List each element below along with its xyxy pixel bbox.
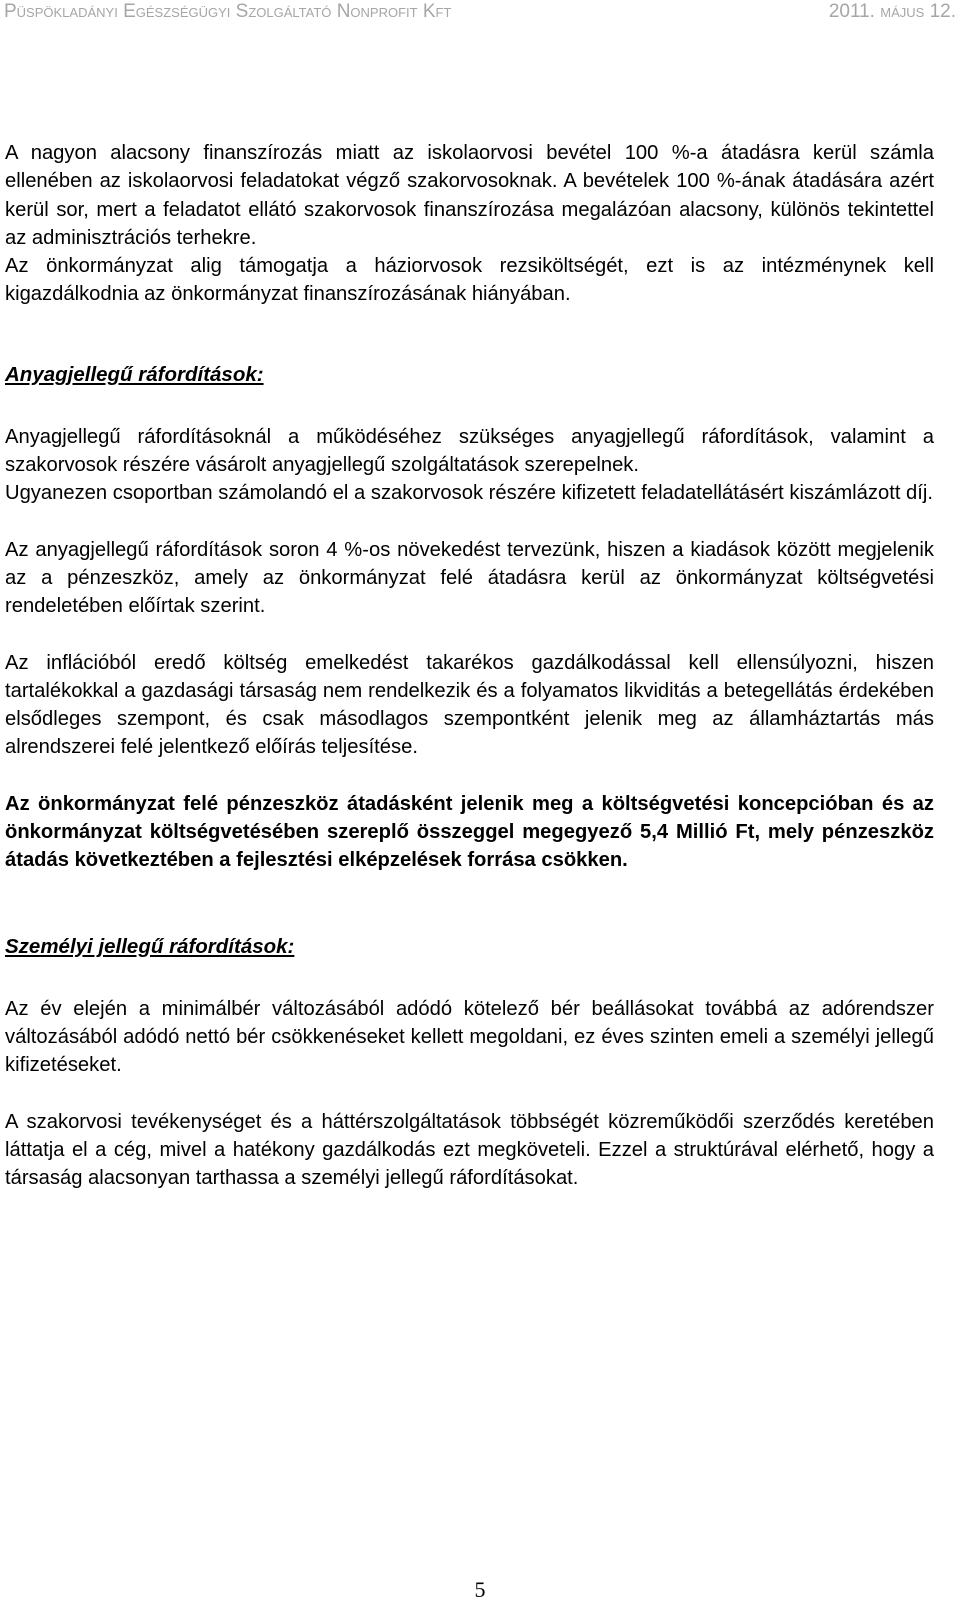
section-heading-personnel-expenses: Személyi jellegű ráfordítások: (5, 934, 295, 958)
paragraph-4: Ugyanezen csoportban számolandó el a szakorvosok részére kifizetett feladatellátásért kiszámlázott díj. (5, 482, 933, 505)
paragraph-7-bold: Az önkormányzat felé pénzeszköz átadásként jelenik meg a költségvetési koncepcióban és az önkormányzat költségvetésében szereplő összeggel megegyező 5,4 Millió Ft, mely pénzeszköz átadás következtében a fejlesztési elképzelések forrása csökken. (5, 792, 934, 872)
page-number: 5 (474, 1577, 486, 1602)
paragraph-3: Anyagjellegű ráfordításoknál a működéséhez szükséges anyagjellegű ráfordítások, valamint a szakorvosok részére vásárolt anyagjellegű szolgáltatások szerepelnek. (5, 425, 934, 477)
header-date: 2011. május 12. (828, 1, 956, 22)
paragraph-6: Az inflációból eredő költség emelkedést takarékos gazdálkodással kell ellensúlyozni, hiszen tartalékokkal a gazdasági társaság nem rendelkezik és a folyamatos likviditás a betegellátás érdekében elsődleges szempont, és csak másodlagos szempontként jelenik meg az államháztartás más alrendszerei felé jelentkező előírás teljesítése. (5, 651, 934, 759)
section-heading-material-expenses: Anyagjellegű ráfordítások: (5, 362, 264, 386)
paragraph-9: A szakorvosi tevékenységet és a háttérszolgáltatások többségét közreműködői szerződés keretében láttatja el a cég, mivel a hatékony gazdálkodás ezt megköveteli. Ezzel a struktúrával elérhető, hogy a társaság alacsonyan tarthassa a személyi jellegű ráfordításokat. (5, 1110, 934, 1190)
paragraph-5: Az anyagjellegű ráfordítások soron 4 %-os növekedést tervezünk, hiszen a kiadások között megjelenik az a pénzeszköz, amely az önkormányzat felé átadásra kerül az önkormányzat költségvetési rendeletében előírtak szerint. (5, 538, 934, 618)
paragraph-8: Az év elején a minimálbér változásából adódó kötelező bér beállásokat továbbá az adórendszer változásából adódó nettó bér csökkenéseket kellett megoldani, ez éves szinten emeli a személyi jellegű kifizetéseket. (5, 997, 934, 1077)
paragraph-1: A nagyon alacsony finanszírozás miatt az iskolaorvosi bevétel 100 %-a átadásra kerül számla ellenében az iskolaorvosi feladatokat végző szakorvosoknak. A bevételek 100 %-ának átadására azért kerül sor, mert a feladatot ellátó szakorvosok finanszírozása megalázóan alacsony, különös tekintettel az adminisztrációs terhekre. (5, 142, 934, 249)
paragraph-2: Az önkormányzat alig támogatja a háziorvosok rezsiköltségét, ezt is az intézménynek kell kigazdálkodnia az önkormányzat finanszírozásának hiányában. (5, 255, 934, 306)
document-body (5, 139, 934, 1192)
header-organization: Püspökladányi Egészségügyi Szolgáltató Nonprofit Kft (4, 1, 452, 22)
